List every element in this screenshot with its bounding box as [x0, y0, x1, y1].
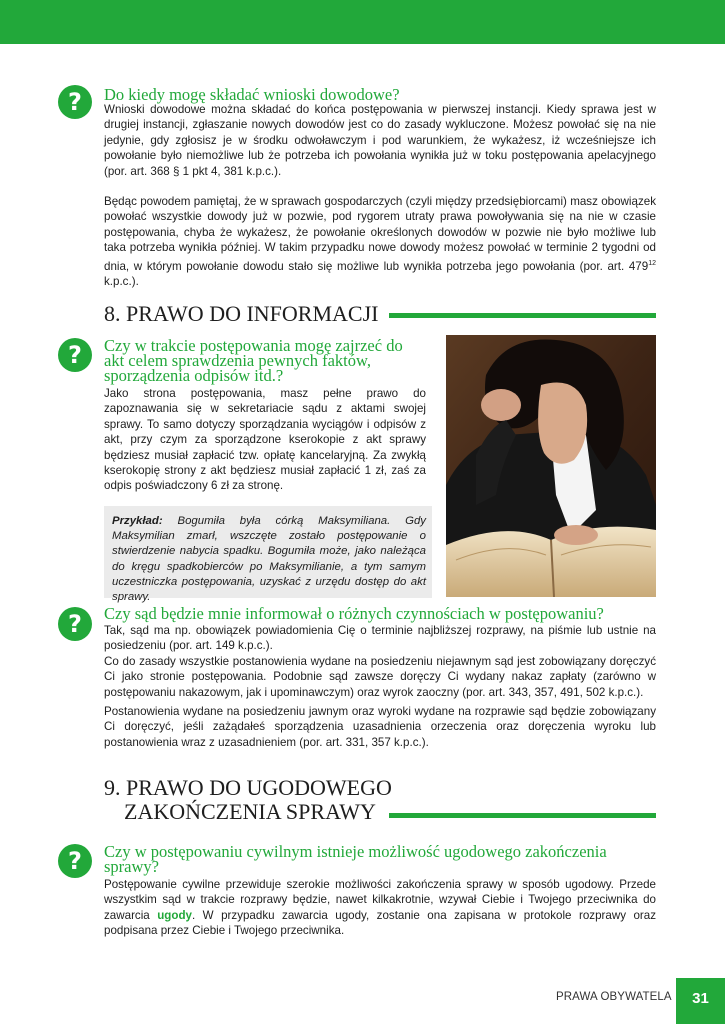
section3-paragraph-3: Postanowienia wydane na posiedzeniu jawnym oraz wyroki wydane na rozprawie sąd będzie zobowiązany Ci doręczyć, jeśli zażądałeś sporządzenia uzasadnienia orzeczenia oraz doręczenia wyroku lub postanowienia wraz z uzasadnieniem (por. art. 331, 357 k.p.c.). [104, 705, 656, 749]
section4-paragraph: Postępowanie cywilne przewiduje szerokie możliwości zakończenia sprawy w sposób ugodowy. Przede wszystkim sąd w trakcie rozprawy będzie, nawet kilkakrotnie, wzywał Ciebie i Twojego przeciwnika do zawarcia ugody. W przypadku zawarcia ugody, zostanie ona zapisana w protokole rozprawy oraz podpisana przez Ciebie i Twojego przeciwnika. [104, 878, 657, 938]
question-title-4: Czy w postępowaniu cywilnym istnieje możliwość ugodowego zakończenia sprawy? [104, 842, 607, 876]
example-box: Przykład: Bogumiła była córką Maksymiliana. Gdy Maksymilian zmarł, wszczęte zostało postępowanie o stwierdzenie nabycia spadku. Bogumiła może, jako należąca do kręgu spadkobierców po Maksymilianie, a tym samym uczestniczka postępowania, uzyskać z urzędu dostęp do akt sprawy. [104, 506, 432, 598]
section2-paragraph: Jako strona postępowania, masz pełne prawo do zapoznawania się w sekretariacie sądu z aktami swojej sprawy. To samo dotyczy sporządzania wyciągów i odpisów z akt, przy czym za sporządzone kserokopie z akt sprawy będziesz musiał zapłacić tzw. opłatę kancelaryjną. Za zwykłą kserokopię strony z akt będziesz musiał zapłacić 1 zł, zaś za odpis poświadczony 6 zł za stronę. [104, 387, 426, 493]
section1-paragraph-1: Wnioski dowodowe można składać do końca postępowania w pierwszej instancji. Kiedy sprawa jest w drugiej instancji, zgłaszanie nowych dowodów jest co do zasady wykluczone. Możesz powołać się na nie jedynie, gdy zgłosisz je w środku odwoławczym i pod warunkiem, że wykażesz, iż wcześniejsze ich powołanie było niemożliwe lub że potrzeba ich powołania wynikła już w toku postępowania apelacyjnego (por. art. 368 § 1 pkt 4, 381 k.p.c.). [104, 103, 656, 178]
heading-prawo-do-ugodowego: 9. PRAWO DO UGODOWEGO [104, 775, 392, 800]
question-icon: ? [58, 85, 92, 119]
question-title-3: Czy sąd będzie mnie informował o różnych czynnościach w postępowaniu? [104, 604, 604, 623]
page-number: 31 [676, 978, 725, 1024]
question-icon: ? [58, 607, 92, 641]
heading-underline [389, 313, 656, 318]
top-green-bar [0, 0, 725, 44]
question-title-2: Czy w trakcie postępowania mogę zajrzeć do akt celem sprawdzenia pewnych faktów, sporządzenia odpisów itd.? [104, 336, 403, 385]
footer-label: PRAWA OBYWATELA [556, 991, 672, 1003]
heading-zakonczenia-sprawy: ZAKOŃCZENIA SPRAWY [124, 799, 376, 824]
section1-paragraph-2: Będąc powodem pamiętaj, że w sprawach gospodarczych (czyli między przedsiębiorcami) masz obowiązek powołać wszystkie dowody już w pozwie, pod rygorem utraty prawa powoływania się na nie w czasie postępowania, chyba że wykażesz, że powołanie określonych dowodów w pozwie nie było możliwe lub taka potrzeba wynikła później. W takim przypadku nowe dowody możesz powołać w terminie 2 tygodni od dnia, w którym powołanie dowodu stało się możliwe lub wynikła potrzeba jego powołania (por. art. $479^{12}$ k.p.c.). [104, 195, 656, 288]
section3-paragraph-1: Tak, sąd ma np. obowiązek powiadomienia Cię o terminie najbliższej rozprawy, na piśmie lub ustnie na posiedzeniu (por. art. 149 k.p.c.). [104, 624, 656, 653]
heading-prawo-do-informacji: 8. PRAWO DO INFORMACJI [104, 301, 379, 326]
photo-woman-reading-book [446, 335, 656, 597]
question-icon: ? [58, 844, 92, 878]
section3-paragraph-2: Co do zasady wszystkie postanowienia wydane na posiedzeniu niejawnym sąd jest zobowiązany doręczyć Ci jako stronie postępowania. Podobnie sąd zawsze doręczy Ci wydany nakaz zapłaty (zarówno w postępowaniu nakazowym, jak i upominawczym) oraz wyrok zaoczny (por. art. 343, 357, 491, 502 k.p.c.). [104, 655, 656, 699]
question-icon: ? [58, 338, 92, 372]
heading-underline [389, 813, 656, 818]
question-title-1: Do kiedy mogę składać wnioski dowodowe? [104, 85, 400, 104]
